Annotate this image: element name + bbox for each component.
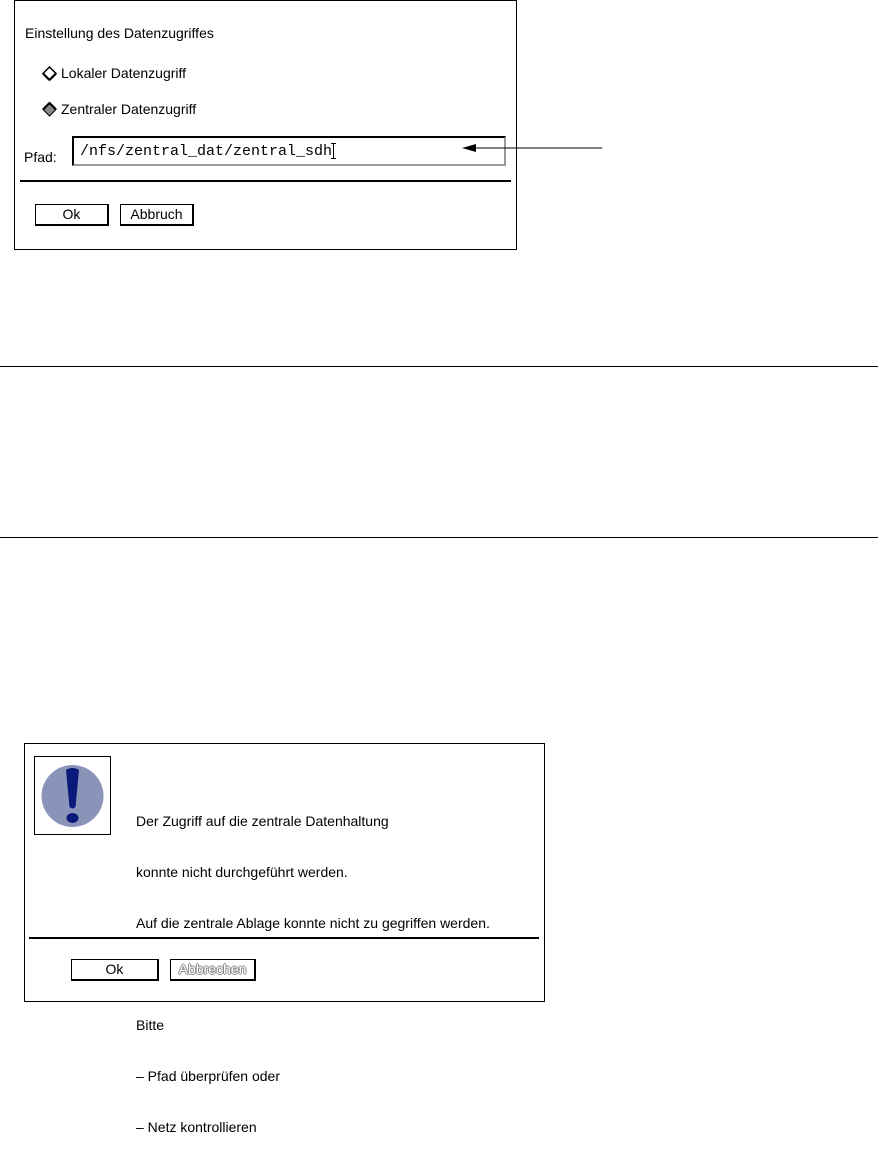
separator — [29, 937, 539, 939]
dialog-title: Einstellung des Datenzugriffes — [25, 25, 214, 41]
ok-button[interactable]: Ok — [71, 959, 159, 981]
message-line: konnte nicht durchgeführt werden. — [136, 864, 348, 880]
ok-button[interactable]: Ok — [35, 204, 109, 226]
page-divider — [0, 537, 878, 538]
radio-label: Lokaler Datenzugriff — [61, 65, 187, 81]
message-line: Auf die zentrale Ablage konnte nicht zu gegriffen werden. — [136, 915, 490, 931]
path-input-value: /nfs/zentral_dat/zentral_sdh — [80, 142, 333, 160]
radio-label: Zentraler Datenzugriff — [61, 101, 197, 117]
path-label: Pfad: — [24, 149, 57, 165]
cancel-button-disabled — [170, 959, 256, 981]
page-divider — [0, 366, 878, 367]
exclamation-icon — [35, 757, 110, 834]
message-line: – Pfad überprüfen oder — [136, 1068, 280, 1084]
error-dialog — [24, 743, 545, 1135]
message-line: Der Zugriff auf die zentrale Datenhaltung — [136, 813, 389, 829]
message-line: – Netz kontrollieren — [136, 1119, 257, 1135]
text-cursor-icon — [331, 143, 337, 159]
cancel-button[interactable]: Abbruch — [120, 204, 194, 226]
path-input[interactable] — [72, 136, 506, 166]
radio-selected-icon — [42, 102, 57, 117]
radio-unselected-icon — [42, 66, 57, 81]
annotation-arrow-icon — [460, 140, 605, 160]
cancel-label: Abbrechen — [178, 961, 247, 977]
data-access-settings-dialog — [14, 0, 517, 250]
icon-frame — [34, 756, 111, 835]
radio-local-access[interactable] — [42, 65, 186, 81]
separator — [20, 180, 511, 182]
message-line: Bitte — [136, 1017, 165, 1033]
radio-central-access[interactable] — [42, 101, 196, 117]
